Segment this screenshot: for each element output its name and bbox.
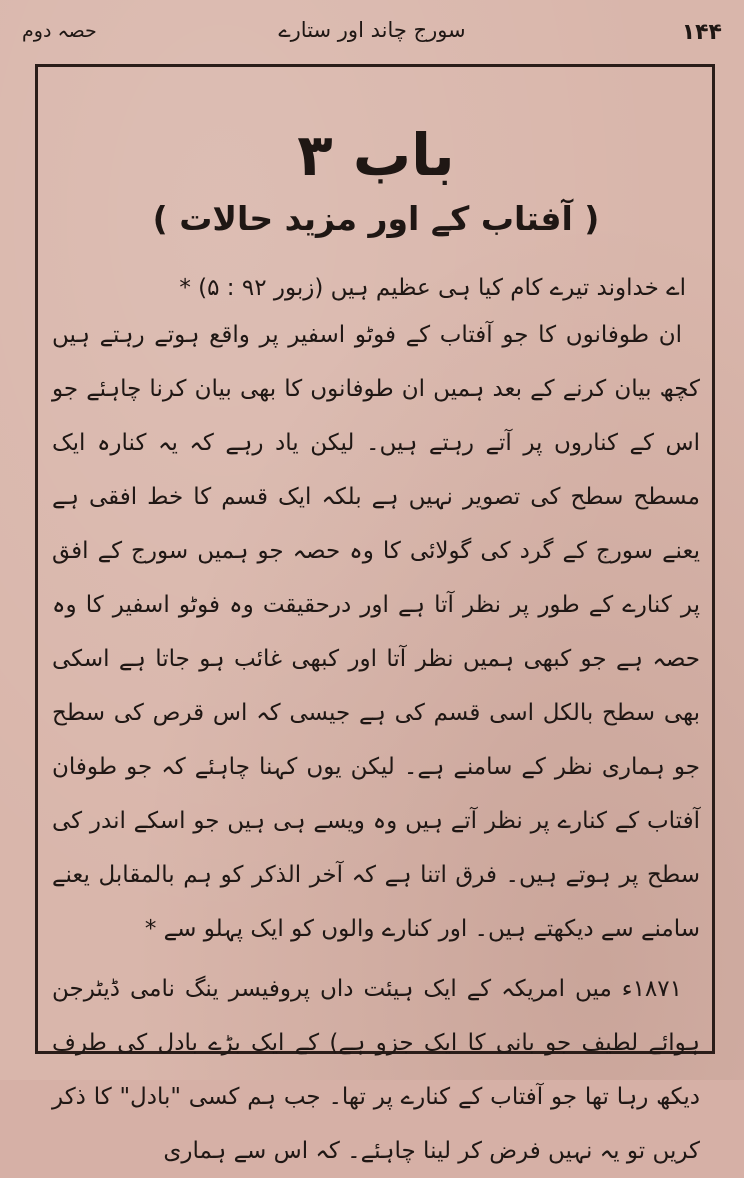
page-content bbox=[52, 120, 700, 1178]
body-paragraph: ان طوفانوں کا جو آفتاب کے فوٹو اسفیر پر واقع ہوتے رہتے ہیں کچھ بیان کرنے کے بعد ہمیں ان طوفانوں کا بھی بیان کرنا چاہئے جو اس کے کناروں پر آتے رہتے ہیں۔ لیکن یاد رہے کہ یہ کنارہ ایک مسطح سطح کی تصویر نہیں ہے بلکہ ایک قسم کا خط افقی ہے یعنے سورج کے گرد کی گولائی کا وہ حصہ جو ہمیں سورج کے افق پر کنارے کے طور پر نظر آتا ہے اور درحقیقت وہ فوٹو اسفیر کا وہ حصہ ہے جو کبھی ہمیں نظر آتا اور کبھی غائب ہو جاتا ہے اسکی بھی سطح بالکل اسی قسم کی ہے جیسی کہ اس قرص کی سطح جو ہماری نظر کے سامنے ہے۔ لیکن یوں کہنا چاہئے کہ جو طوفان آفتاب کے کنارے پر نظر آتے ہیں وہ ویسے ہی ہیں جو اسکے اندر کی سطح پر ہوتے ہیں۔ فرق اتنا ہے کہ آخر الذکر کو ہم بالمقابل یعنے سامنے سے دیکھتے ہیں۔ اور کنارے والوں کو ایک پہلو سے * bbox=[52, 322, 700, 942]
running-header bbox=[22, 18, 722, 52]
book-title: سورج چاند اور ستارے bbox=[278, 18, 466, 42]
part-label: حصہ دوم bbox=[22, 20, 97, 42]
page-number: ۱۴۴ bbox=[681, 20, 722, 45]
chapter-subtitle: ( آفتاب کے اور مزید حالات ) bbox=[152, 199, 600, 238]
body-paragraph: ۱۸۷۱ء میں امریکہ کے ایک ہیئت داں پروفیسر ینگ نامی ڈیٹرجن ہوائے لطیف جو بانی کا ایک جزو ہے) کے ایک بڑے بادل کی طرف دیکھ رہا تھا جو آفتاب کے کنارے پر تھا۔ جب ہم کسی "بادل" کا ذکر کریں تو یہ نہیں فرض کر لینا چاہئے۔ کہ اس سے ہماری bbox=[52, 976, 700, 1164]
epigraph: اے خداوند تیرے کام کیا ہی عظیم ہیں (زبور ۹۲ : ۵) * bbox=[179, 275, 686, 301]
chapter-title: باب ۳ bbox=[297, 121, 455, 189]
